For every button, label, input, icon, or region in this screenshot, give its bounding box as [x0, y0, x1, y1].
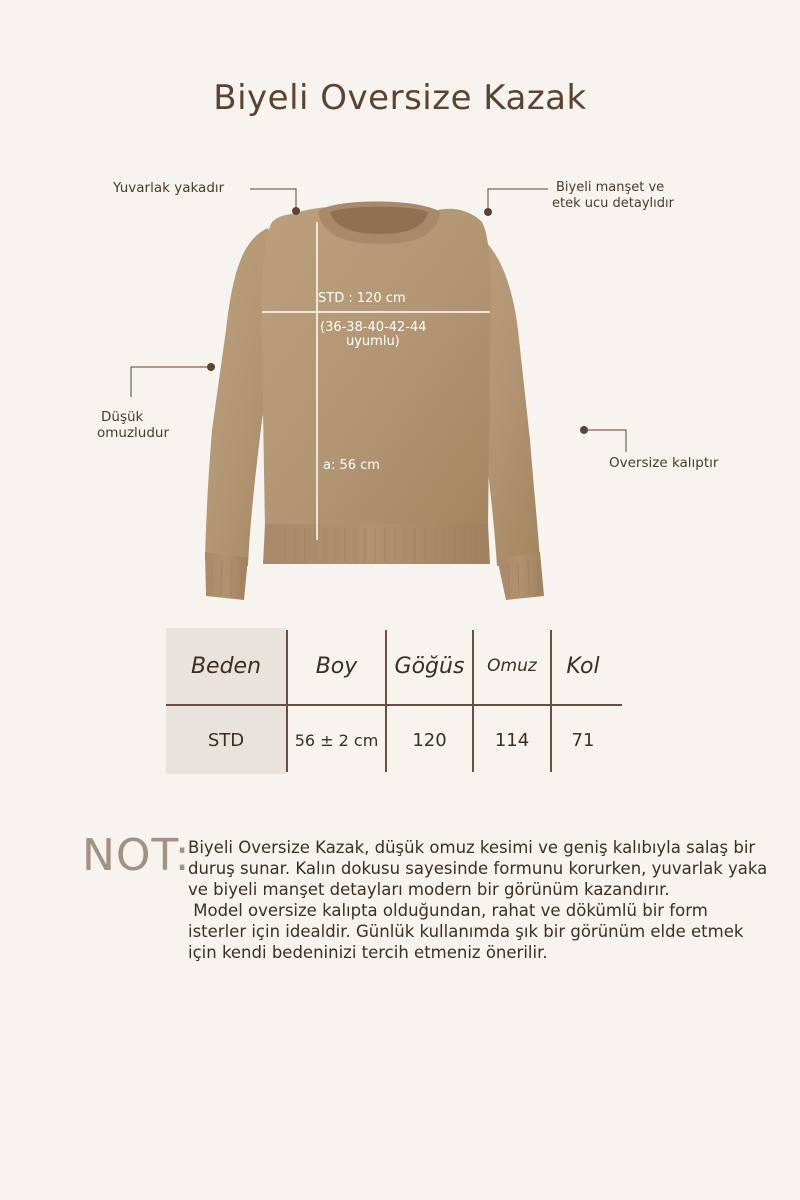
- cuff-dot: [484, 208, 492, 216]
- header-boy: Boy: [315, 653, 358, 679]
- chest-measurement: STD : 120 cm: [318, 291, 406, 306]
- note-label: NOT:: [82, 830, 191, 881]
- chest-fit-line2: uyumlu): [346, 334, 400, 349]
- note-paragraph-1: Biyeli Oversize Kazak, düşük omuz kesimi ve geniş kalıbıyla salaş bir duruş sunar. Kalın dokusu sayesinde formunu korurken, yuvarlak yaka ve biyeli manşet detayları modern bir görünüm kazandırır.: [188, 838, 773, 899]
- chest-fit-line1: (36-38-40-42-44: [320, 320, 427, 335]
- size-table: [166, 628, 624, 774]
- shoulder-annotation-line2: omuzludur: [97, 425, 170, 441]
- shoulder-dot: [207, 363, 215, 371]
- neck-leader: [250, 189, 296, 207]
- cuff-annotation-line1: Biyeli manşet ve: [556, 180, 665, 195]
- fit-leader: [586, 430, 626, 452]
- note-text: [188, 837, 773, 963]
- header-kol: Kol: [566, 653, 600, 679]
- cell-gogus: 120: [412, 729, 447, 751]
- neck-dot: [292, 207, 300, 215]
- fit-dot: [580, 426, 588, 434]
- shoulder-leader: [131, 367, 208, 397]
- cell-omuz: 114: [494, 729, 530, 751]
- header-gogus: Göğüs: [394, 653, 465, 679]
- header-beden: Beden: [190, 653, 262, 679]
- length-measurement: a: 56 cm: [323, 458, 380, 473]
- cell-kol: 71: [571, 729, 595, 751]
- cell-beden: STD: [207, 729, 245, 751]
- note-paragraph-2: Model oversize kalıpta olduğundan, rahat ve dökümlü bir form isterler için idealdir. Günlük kullanımda şık bir görünüm elde etmek için kendi bedeninizi tercih etmeniz önerilir.: [188, 901, 749, 962]
- hem-rib: [263, 524, 490, 564]
- shoulder-annotation-line1: Düşük: [101, 409, 144, 425]
- neck-annotation: Yuvarlak yakadır: [113, 180, 225, 196]
- header-omuz: Omuz: [487, 656, 537, 676]
- cuff-annotation-line2: etek ucu detaylıdır: [552, 196, 674, 211]
- page-title: Biyeli Oversize Kazak: [213, 78, 587, 118]
- cell-boy: 56 ± 2 cm: [294, 730, 379, 750]
- right-cuff: [497, 552, 544, 600]
- sweater-body: [261, 207, 491, 530]
- fit-annotation: Oversize kalıptır: [609, 455, 719, 471]
- cuff-leader: [488, 189, 548, 208]
